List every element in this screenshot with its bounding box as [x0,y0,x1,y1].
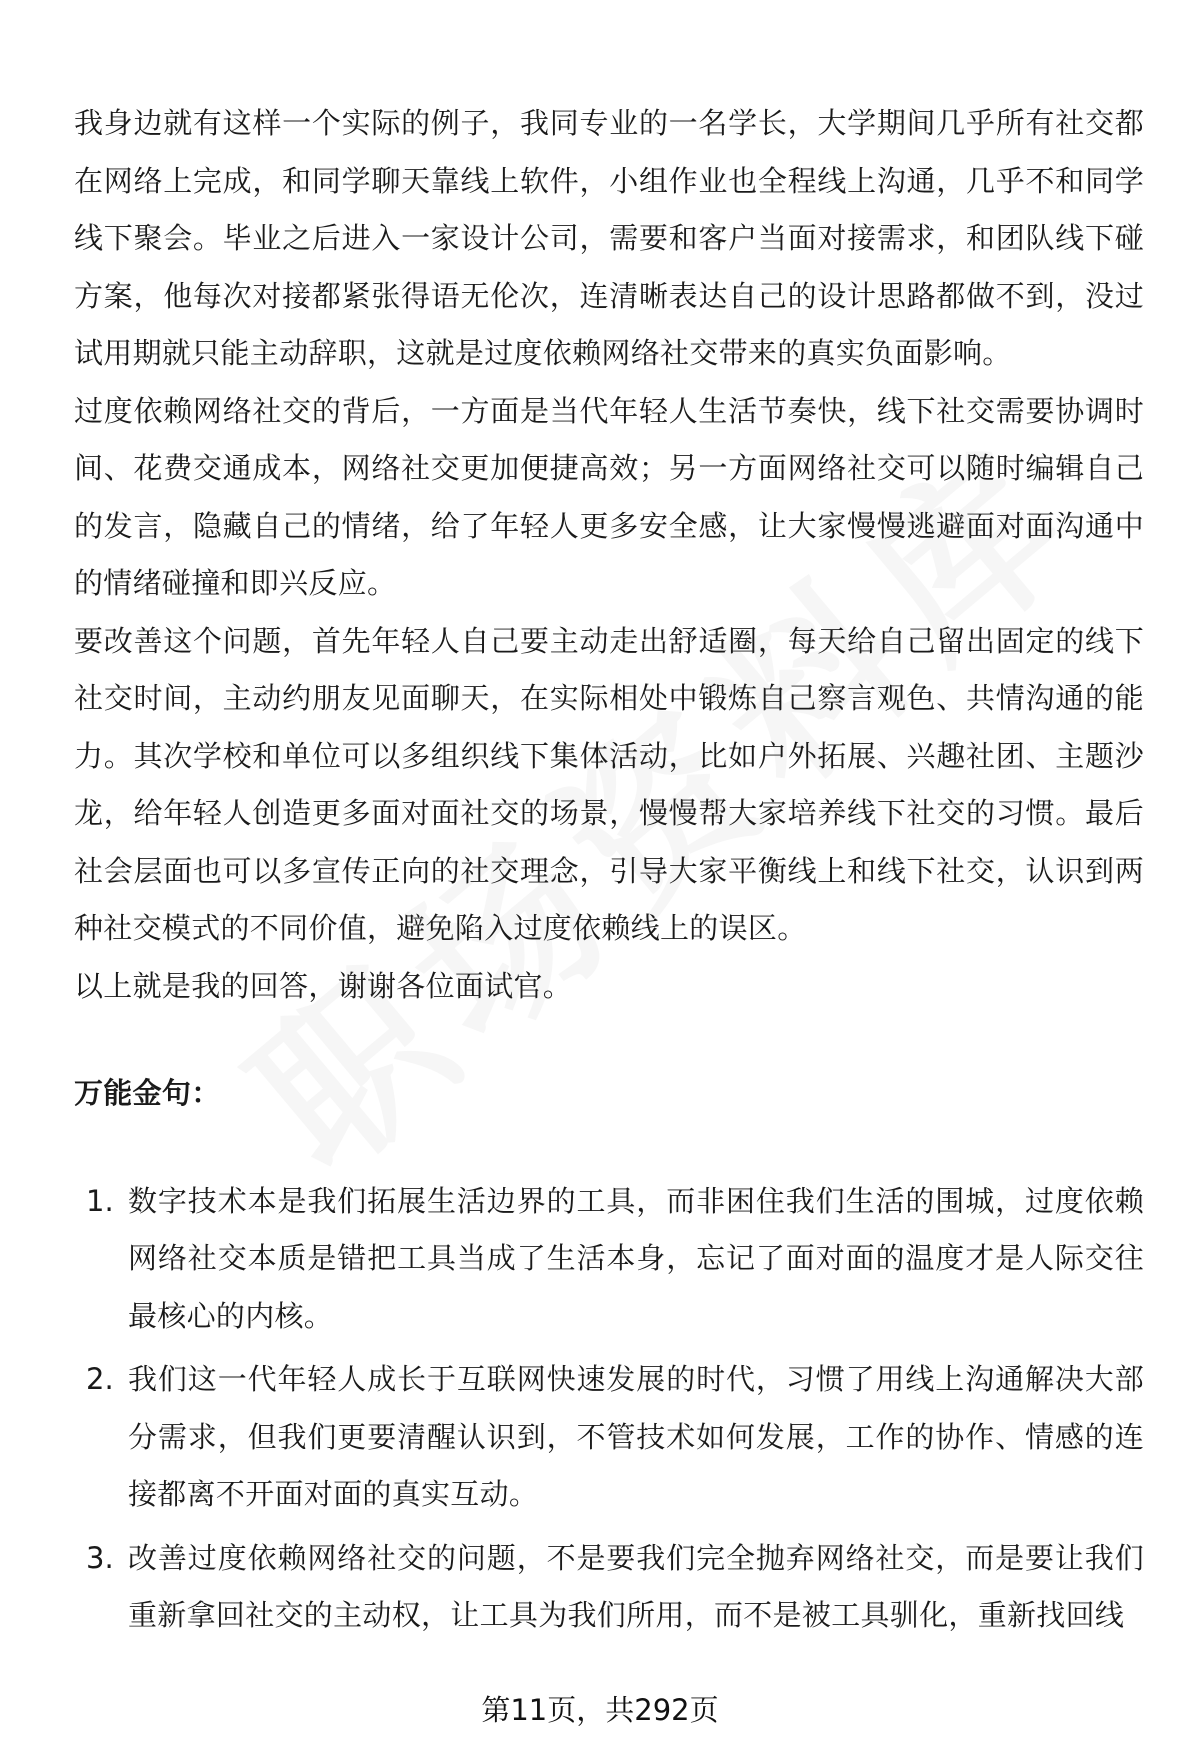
list-text: 数字技术本是我们拓展生活边界的工具，而非困住我们生活的围城，过度依赖网络社交本质是错把工具当成了生活本身，忘记了面对面的温度才是人际交往最核心的内核。 [128,1183,1144,1333]
list-text: 改善过度依赖网络社交的问题，不是要我们完全抛弃网络社交，而是要让我们重新拿回社交的主动权，让工具为我们所用，而不是被工具驯化，重新找回线 [128,1540,1144,1632]
paragraph-solutions: 要改善这个问题，首先年轻人自己要主动走出舒适圈，每天给自己留出固定的线下社交时间，主动约朋友见面聊天，在实际相处中锻炼自己察言观色、共情沟通的能力。其次学校和单位可以多组织线下集体活动，比如户外拓展、兴趣社团、主题沙龙，给年轻人创造更多面对面社交的场景，慢慢帮大家培养线下社交的习惯。最后社会层面也可以多宣传正向的社交理念，引导大家平衡线上和线下社交，认识到两种社交模式的不同价值，避免陷入过度依赖线上的误区。 [74,623,1144,945]
paragraph-closing: 以上就是我的回答，谢谢各位面试官。 [74,968,573,1003]
page-footer: 第11页，共292页 [481,1693,719,1727]
section-title: 万能金句： [74,1076,221,1110]
paragraph-causes: 过度依赖网络社交的背后，一方面是当代年轻人生活节奏快，线下社交需要协调时间、花费交通成本，网络社交更加便捷高效；另一方面网络社交可以随时编辑自己的发言，隐藏自己的情绪，给了年轻人更多安全感，让大家慢慢逃避面对面沟通中的情绪碰撞和即兴反应。 [74,393,1144,600]
list-number: 2. [86,1362,114,1396]
page-content [74,95,1144,1651]
list-text: 我们这一代年轻人成长于互联网快速发展的时代，习惯了用线上沟通解决大部分需求，但我们更要清醒认识到，不管技术如何发展，工作的协作、情感的连接都离不开面对面的真实互动。 [128,1362,1144,1511]
list-item [74,1530,1144,1645]
quote-list [74,1173,1144,1645]
list-item [74,1351,1144,1524]
paragraph-example: 我身边就有这样一个实际的例子，我同专业的一名学长，大学期间几乎所有社交都在网络上完成，和同学聊天靠线上软件，小组作业也全程线上沟通，几乎不和同学线下聚会。毕业之后进入一家设计公司，需要和客户当面对接需求，和团队线下碰方案，他每次对接都紧张得语无伦次，连清晰表达自己的设计思路都做不到，没过试用期就只能主动辞职，这就是过度依赖网络社交带来的真实负面影响。 [74,106,1144,370]
list-number: 1. [86,1183,114,1218]
list-item [74,1173,1144,1346]
list-number: 3. [86,1540,114,1575]
